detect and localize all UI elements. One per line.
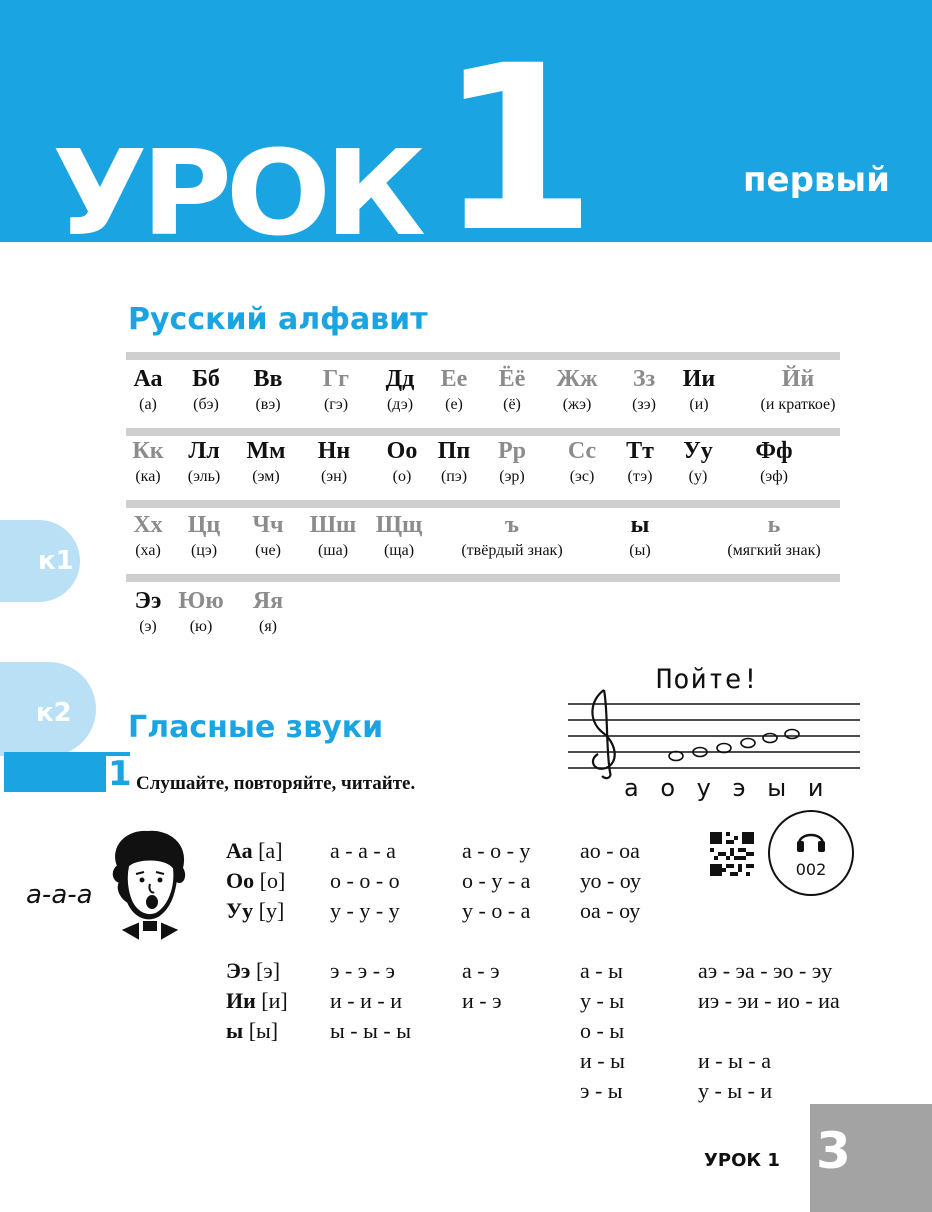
- alphabet-letter: Шш: [309, 512, 357, 538]
- qr-code-icon[interactable]: [710, 832, 754, 876]
- drill-repeat: у - у - у: [330, 898, 400, 923]
- alphabet-letter: Ёё: [498, 366, 526, 392]
- drill-combination: у - ы - и: [698, 1078, 773, 1103]
- alphabet-letter-name: (эр): [499, 468, 525, 485]
- drill-combination: аэ - эа - эо - эу: [698, 958, 833, 983]
- vowels-heading: Гласные звуки: [128, 710, 384, 745]
- vowel-letter: Уу [у]: [226, 898, 285, 923]
- alphabet-letter-name: (эм): [252, 468, 280, 485]
- alphabet-letter-name: (эф): [760, 468, 788, 485]
- alphabet-letter-name: (жэ): [562, 396, 592, 413]
- alphabet-letter: ъ: [505, 512, 519, 538]
- drill-sequence: и - э: [462, 988, 502, 1013]
- sing-vowels: а о у э ы и: [624, 774, 831, 802]
- drill-pair: оа - оу: [580, 898, 641, 923]
- alphabet-heading: Русский алфавит: [128, 302, 428, 337]
- alphabet-letter: Лл: [188, 438, 220, 464]
- alphabet-letter-name: (твёрдый знак): [461, 542, 563, 559]
- alphabet-letter: Чч: [252, 512, 284, 538]
- alphabet-letter: Юю: [178, 588, 224, 614]
- alphabet-letter-name: (эн): [320, 468, 348, 485]
- tab-k1[interactable]: [0, 520, 80, 602]
- alphabet-letter-name: (е): [445, 396, 463, 413]
- alphabet-letter: Пп: [437, 438, 471, 464]
- alphabet-letter-name: (тэ): [627, 468, 653, 485]
- lesson-ordinal: первый: [743, 160, 890, 200]
- alphabet-letter: Гг: [322, 366, 350, 392]
- drill-sequence: а - э: [462, 958, 500, 983]
- lesson-title: УРОК: [52, 124, 420, 262]
- alphabet-letter-name: (у): [688, 468, 708, 485]
- alphabet-letter: Оо: [386, 438, 418, 464]
- rule-divider: [126, 574, 840, 582]
- drill-combination: иэ - эи - ио - иа: [698, 988, 840, 1013]
- footer-lesson-label: УРОК 1: [704, 1150, 780, 1171]
- alphabet-letter: Аа: [133, 366, 163, 392]
- drill-pair: уо - оу: [580, 868, 641, 893]
- alphabet-letter: Вв: [253, 366, 283, 392]
- alphabet-letter-name: (а): [139, 396, 157, 413]
- alphabet-letter-name: (ы): [629, 542, 651, 559]
- headphones-icon: [795, 824, 827, 854]
- alphabet-letter: Фф: [755, 438, 793, 464]
- vowel-letter: Ээ [э]: [226, 958, 281, 983]
- singing-boy-illustration: [104, 826, 194, 948]
- alphabet-letter-name: (пэ): [440, 468, 468, 485]
- alphabet-letter: Нн: [317, 438, 351, 464]
- alphabet-letter-name: (мягкий знак): [727, 542, 821, 559]
- alphabet-letter: Кк: [132, 438, 164, 464]
- page-number: 3: [816, 1122, 851, 1180]
- alphabet-letter: Ее: [440, 366, 468, 392]
- alphabet-letter-name: (и краткое): [760, 396, 836, 413]
- drill-pair: э - ы: [580, 1078, 623, 1103]
- vowel-letter: Оо [о]: [226, 868, 286, 893]
- alphabet-letter-name: (ю): [189, 618, 213, 635]
- alphabet-letter-name: (гэ): [323, 396, 349, 413]
- vowel-letter: ы [ы]: [226, 1018, 279, 1043]
- vowel-letter: Ии [и]: [226, 988, 288, 1013]
- alphabet-letter-name: (эль): [187, 468, 221, 485]
- drill-repeat: э - э - э: [330, 958, 395, 983]
- vowel-letter: Аа [а]: [226, 838, 283, 863]
- alphabet-letter-name: (ша): [317, 542, 349, 559]
- alphabet-letter-name: (и): [689, 396, 709, 413]
- lesson-number: 1: [438, 16, 597, 282]
- drill-sequence: о - у - а: [462, 868, 531, 893]
- drill-sequence: у - о - а: [462, 898, 531, 923]
- tab-k2-label: к2: [36, 698, 72, 728]
- exercise-instruction: Слушайте, повторяйте, читайте.: [136, 773, 416, 794]
- alphabet-letter-name: (ха): [135, 542, 161, 559]
- alphabet-letter-name: (о): [392, 468, 412, 485]
- drill-pair: и - ы: [580, 1048, 625, 1073]
- alphabet-letter-name: (я): [258, 618, 277, 635]
- alphabet-letter-name: (бэ): [193, 396, 219, 413]
- alphabet-letter: Ээ: [134, 588, 162, 614]
- drill-pair: у - ы: [580, 988, 625, 1013]
- rule-divider: [126, 428, 840, 436]
- tab-k1-label: к1: [38, 546, 74, 576]
- alphabet-letter: ь: [767, 512, 781, 538]
- exercise-number: 1: [108, 754, 132, 794]
- alphabet-letter: Яя: [252, 588, 284, 614]
- alphabet-letter: Рр: [497, 438, 526, 464]
- alphabet-letter: Тт: [626, 438, 654, 464]
- audio-code: 002: [795, 860, 827, 879]
- alphabet-letter: Щщ: [375, 512, 423, 538]
- alphabet-letter-name: (дэ): [386, 396, 414, 413]
- alphabet-letter-name: (ё): [503, 396, 521, 413]
- audio-track-badge[interactable]: [768, 810, 854, 896]
- alphabet-letter: Дд: [385, 366, 415, 392]
- alphabet-letter-name: (зэ): [632, 396, 656, 413]
- drill-combination: и - ы - а: [698, 1048, 771, 1073]
- alphabet-letter: Зз: [632, 366, 656, 392]
- alphabet-letter: Жж: [556, 366, 598, 392]
- drill-pair: а - ы: [580, 958, 623, 983]
- alphabet-letter: Йй: [781, 366, 815, 392]
- alphabet-letter: ы: [630, 512, 650, 538]
- alphabet-letter-name: (цэ): [190, 542, 218, 559]
- alphabet-letter-name: (че): [255, 542, 281, 559]
- alphabet-letter: Сс: [567, 438, 597, 464]
- alphabet-letter-name: (вэ): [255, 396, 281, 413]
- alphabet-letter: Мм: [246, 438, 286, 464]
- drill-repeat: и - и - и: [330, 988, 402, 1013]
- tab-k2[interactable]: [0, 662, 96, 756]
- alphabet-letter-name: (эс): [569, 468, 595, 485]
- drill-pair: ао - оа: [580, 838, 640, 863]
- alphabet-letter: Цц: [187, 512, 221, 538]
- alphabet-letter: Бб: [192, 366, 220, 392]
- sing-label: Пойте!: [656, 664, 760, 695]
- drill-pair: о - ы: [580, 1018, 625, 1043]
- drill-repeat: о - о - о: [330, 868, 400, 893]
- alphabet-letter-name: (ка): [135, 468, 161, 485]
- rule-divider: [126, 500, 840, 508]
- rule-divider: [126, 352, 840, 360]
- alphabet-letter: Хх: [133, 512, 163, 538]
- drill-repeat: а - а - а: [330, 838, 396, 863]
- singing-shout: а-а-а: [26, 880, 93, 910]
- alphabet-letter: Уу: [683, 438, 713, 464]
- alphabet-letter-name: (э): [139, 618, 157, 635]
- alphabet-letter: Ии: [682, 366, 716, 392]
- drill-sequence: а - о - у: [462, 838, 531, 863]
- alphabet-letter-name: (ща): [383, 542, 415, 559]
- drill-repeat: ы - ы - ы: [330, 1018, 411, 1043]
